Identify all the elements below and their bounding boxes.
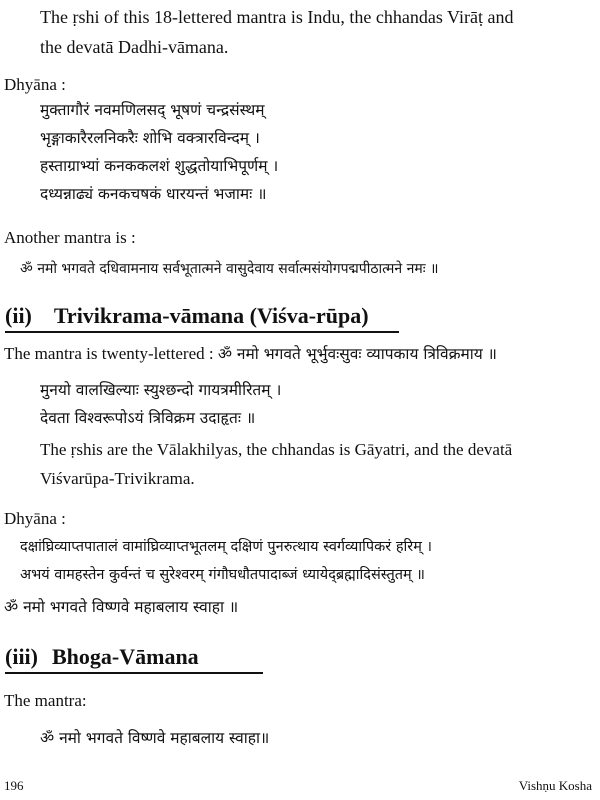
another-mantra-text: ॐ नमो भगवते दधिवामनाय सर्वभूतात्मने वासुदेवाय सर्वात्मसंयोगपद्मपीठात्मने नमः ॥ bbox=[20, 261, 439, 277]
section-3-number: (iii) bbox=[5, 644, 38, 669]
section-2-mantra-line bbox=[4, 345, 497, 363]
section-3-underline bbox=[5, 672, 263, 674]
section-2-dhyana-verse-1: दक्षांघ्रिव्याप्तपातालं वामांघ्रिव्याप्तभूतलम् दक्षिणं पुनरुत्थाय स्वर्गव्यापिकरं हरिम् । bbox=[20, 539, 433, 555]
another-mantra-label: Another mantra is : bbox=[4, 228, 136, 247]
book-title: Vishṇu Kosha bbox=[518, 778, 592, 793]
section-2-verse-1: मुनयो वालखिल्याः स्युश्छन्दो गायत्रमीरितम् । bbox=[40, 381, 282, 399]
section-2-underline bbox=[5, 331, 399, 333]
intro-line-2: the devatā Dadhi-vāmana. bbox=[40, 37, 229, 57]
page-number: 196 bbox=[4, 778, 24, 793]
dhyana1-verse-2: भृङ्गाकारैरलनिकरैः शोभि वक्त्रारविन्दम् । bbox=[40, 129, 260, 147]
section-2-heading bbox=[5, 305, 369, 327]
section-2-mantra: ॐ नमो भगवते भूर्भुवःसुवः व्यापकाय त्रिविक्रमाय ॥ bbox=[217, 345, 497, 363]
intro-line-1: The ṛshi of this 18-lettered mantra is Indu, the chhandas Virāṭ and bbox=[40, 7, 514, 27]
section-2-explanation-line-1: The ṛshis are the Vālakhilyas, the chhandas is Gāyatri, and the devatā bbox=[40, 440, 513, 459]
section-3-mantra-label: The mantra: bbox=[4, 691, 87, 710]
section-2-explanation-line-2: Viśvarūpa-Trivikrama. bbox=[40, 469, 195, 488]
section-3-title: Bhoga-Vāmana bbox=[52, 644, 199, 669]
dhyana-label-1: Dhyāna : bbox=[4, 75, 66, 94]
dhyana1-verse-3: हस्ताग्राभ्यां कनककलशं शुद्धतोयाभिपूर्णम् । bbox=[40, 157, 279, 175]
section-3-heading bbox=[5, 646, 199, 668]
section-2-title: Trivikrama-vāmana (Viśva-rūpa) bbox=[53, 303, 369, 328]
section-2-mantra-intro: The mantra is twenty-lettered : bbox=[4, 344, 214, 363]
section-2-verse-2: देवता विश्वरूपोऽयं त्रिविक्रम उदाहृतः ॥ bbox=[40, 409, 256, 427]
dhyana1-verse-4: दध्यन्नाढ्यं कनकचषकं धारयन्तं भजामः ॥ bbox=[40, 185, 267, 203]
section-2-number: (ii) bbox=[5, 303, 32, 328]
section-2-dhyana-verse-2: अभयं वामहस्तेन कुर्वन्तं च सुरेश्वरम् गंगौघधौतपादाब्जं ध्यायेद्ब्रह्मादिसंस्तुतम् ॥ bbox=[20, 567, 425, 583]
dhyana1-verse-1: मुक्तागौरं नवमणिलसद् भूषणं चन्द्रसंस्थम् bbox=[40, 101, 265, 119]
dhyana-label-2: Dhyāna : bbox=[4, 509, 66, 528]
section-2-closing-mantra: ॐ नमो भगवते विष्णवे महाबलाय स्वाहा ॥ bbox=[4, 598, 239, 616]
section-3-mantra: ॐ नमो भगवते विष्णवे महाबलाय स्वाहा॥ bbox=[40, 729, 270, 747]
